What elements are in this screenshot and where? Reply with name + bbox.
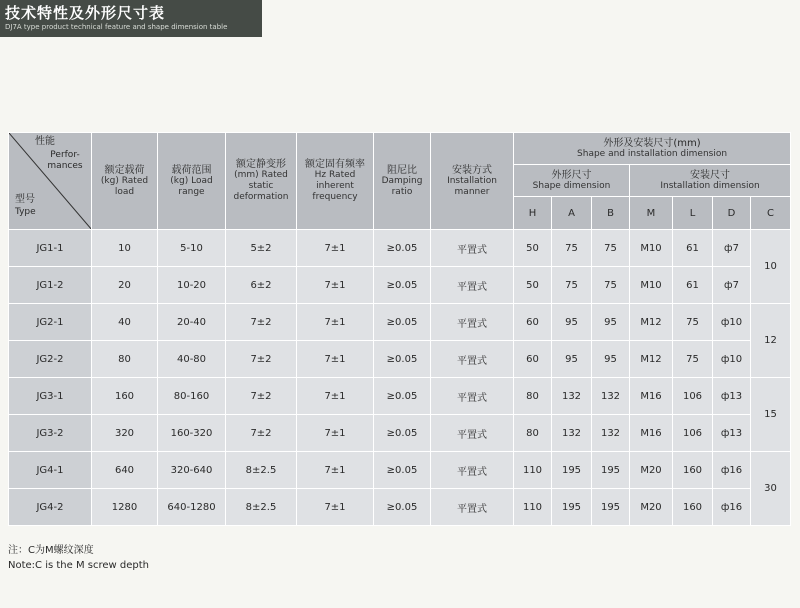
cell-damp: ≥0.05	[374, 341, 431, 378]
cell-deform: 8±2.5	[226, 452, 297, 489]
header-m: M	[630, 197, 673, 230]
cell-c: 10	[751, 230, 791, 304]
cell-l: 61	[673, 267, 713, 304]
cell-type: JG3-2	[9, 415, 92, 452]
cell-load: 640	[92, 452, 158, 489]
cell-install: 平置式	[431, 489, 514, 526]
header-shape: 外形尺寸 Shape dimension	[514, 165, 630, 197]
page-title: 技术特性及外形尺寸表	[5, 4, 166, 22]
cell-b: 132	[592, 415, 630, 452]
header-freq: 额定固有频率 Hz Rated inherent frequency	[297, 133, 374, 230]
cell-b: 95	[592, 304, 630, 341]
cell-h: 110	[514, 489, 552, 526]
cell-b: 75	[592, 230, 630, 267]
cell-deform: 7±2	[226, 378, 297, 415]
cell-load: 1280	[92, 489, 158, 526]
cell-deform: 7±2	[226, 304, 297, 341]
title-banner	[0, 0, 262, 37]
header-damp: 阻尼比 Damping ratio	[374, 133, 431, 230]
header-load: 额定载荷 (kg) Rated load	[92, 133, 158, 230]
page-subtitle: DJ7A type product technical feature and shape dimension table	[5, 23, 228, 31]
cell-deform: 5±2	[226, 230, 297, 267]
cell-deform: 7±2	[226, 341, 297, 378]
cell-l: 61	[673, 230, 713, 267]
cell-range: 20-40	[158, 304, 226, 341]
header-h: H	[514, 197, 552, 230]
cell-a: 132	[552, 378, 592, 415]
cell-damp: ≥0.05	[374, 304, 431, 341]
cell-freq: 7±1	[297, 378, 374, 415]
header-install: 安装方式 Installation manner	[431, 133, 514, 230]
cell-m: M12	[630, 304, 673, 341]
cell-a: 95	[552, 304, 592, 341]
cell-l: 160	[673, 489, 713, 526]
cell-d: ф13	[713, 378, 751, 415]
cell-deform: 6±2	[226, 267, 297, 304]
cell-range: 10-20	[158, 267, 226, 304]
cell-m: M16	[630, 378, 673, 415]
cell-c: 12	[751, 304, 791, 378]
note-en: Note:C is the M screw depth	[8, 560, 149, 571]
cell-freq: 7±1	[297, 415, 374, 452]
cell-freq: 7±1	[297, 341, 374, 378]
header-installation: 安装尺寸 Installation dimension	[630, 165, 791, 197]
cell-damp: ≥0.05	[374, 267, 431, 304]
header-d: D	[713, 197, 751, 230]
cell-l: 160	[673, 452, 713, 489]
cell-d: ф7	[713, 267, 751, 304]
cell-b: 75	[592, 267, 630, 304]
table-row	[9, 267, 791, 304]
table-row	[9, 452, 791, 489]
cell-c: 30	[751, 452, 791, 526]
cell-load: 80	[92, 341, 158, 378]
cell-d: ф16	[713, 452, 751, 489]
header-b: B	[592, 197, 630, 230]
cell-range: 640-1280	[158, 489, 226, 526]
cell-a: 75	[552, 230, 592, 267]
cell-m: M12	[630, 341, 673, 378]
cell-l: 75	[673, 304, 713, 341]
cell-freq: 7±1	[297, 489, 374, 526]
table-row	[9, 230, 791, 267]
corner-header	[9, 133, 92, 230]
header-l: L	[673, 197, 713, 230]
cell-a: 195	[552, 489, 592, 526]
cell-range: 320-640	[158, 452, 226, 489]
cell-type: JG2-2	[9, 341, 92, 378]
cell-h: 80	[514, 415, 552, 452]
cell-type: JG1-2	[9, 267, 92, 304]
cell-load: 160	[92, 378, 158, 415]
spec-table	[8, 132, 791, 526]
cell-damp: ≥0.05	[374, 415, 431, 452]
header-dimensions: 外形及安装尺寸(mm) Shape and installation dimension	[514, 133, 791, 165]
cell-install: 平置式	[431, 341, 514, 378]
cell-freq: 7±1	[297, 304, 374, 341]
type-zh: 型号	[15, 194, 35, 205]
cell-install: 平置式	[431, 230, 514, 267]
table-row	[9, 341, 791, 378]
table-row	[9, 415, 791, 452]
cell-freq: 7±1	[297, 452, 374, 489]
cell-m: M10	[630, 230, 673, 267]
cell-d: ф13	[713, 415, 751, 452]
header-deform: 额定静变形 (mm) Rated static deformation	[226, 133, 297, 230]
cell-m: M20	[630, 452, 673, 489]
cell-deform: 8±2.5	[226, 489, 297, 526]
cell-damp: ≥0.05	[374, 230, 431, 267]
header-range: 载荷范围 (kg) Load range	[158, 133, 226, 230]
cell-b: 132	[592, 378, 630, 415]
table-row	[9, 378, 791, 415]
cell-type: JG4-1	[9, 452, 92, 489]
cell-type: JG3-1	[9, 378, 92, 415]
cell-d: ф7	[713, 230, 751, 267]
cell-b: 195	[592, 489, 630, 526]
cell-a: 195	[552, 452, 592, 489]
cell-load: 10	[92, 230, 158, 267]
cell-m: M20	[630, 489, 673, 526]
type-en: Type	[15, 207, 36, 217]
cell-h: 50	[514, 230, 552, 267]
cell-type: JG2-1	[9, 304, 92, 341]
cell-a: 132	[552, 415, 592, 452]
cell-d: ф10	[713, 304, 751, 341]
cell-h: 80	[514, 378, 552, 415]
cell-h: 110	[514, 452, 552, 489]
cell-damp: ≥0.05	[374, 489, 431, 526]
cell-h: 50	[514, 267, 552, 304]
note-zh: 注：C为M螺纹深度	[8, 545, 94, 556]
cell-freq: 7±1	[297, 267, 374, 304]
cell-b: 195	[592, 452, 630, 489]
cell-range: 80-160	[158, 378, 226, 415]
cell-m: M16	[630, 415, 673, 452]
cell-type: JG4-2	[9, 489, 92, 526]
cell-c: 15	[751, 378, 791, 452]
cell-load: 20	[92, 267, 158, 304]
cell-d: ф10	[713, 341, 751, 378]
cell-h: 60	[514, 341, 552, 378]
cell-b: 95	[592, 341, 630, 378]
cell-install: 平置式	[431, 415, 514, 452]
header-a: A	[552, 197, 592, 230]
cell-damp: ≥0.05	[374, 452, 431, 489]
cell-install: 平置式	[431, 304, 514, 341]
cell-type: JG1-1	[9, 230, 92, 267]
cell-l: 75	[673, 341, 713, 378]
cell-load: 40	[92, 304, 158, 341]
cell-m: M10	[630, 267, 673, 304]
header-c: C	[751, 197, 791, 230]
cell-range: 160-320	[158, 415, 226, 452]
cell-freq: 7±1	[297, 230, 374, 267]
cell-install: 平置式	[431, 267, 514, 304]
cell-damp: ≥0.05	[374, 378, 431, 415]
cell-l: 106	[673, 378, 713, 415]
cell-a: 75	[552, 267, 592, 304]
cell-l: 106	[673, 415, 713, 452]
cell-range: 40-80	[158, 341, 226, 378]
cell-a: 95	[552, 341, 592, 378]
cell-install: 平置式	[431, 378, 514, 415]
cell-range: 5-10	[158, 230, 226, 267]
cell-install: 平置式	[431, 452, 514, 489]
perf-en: Perfor-mances	[47, 150, 83, 171]
perf-zh: 性能	[35, 136, 55, 147]
cell-h: 60	[514, 304, 552, 341]
cell-load: 320	[92, 415, 158, 452]
cell-d: ф16	[713, 489, 751, 526]
table-row	[9, 489, 791, 526]
cell-deform: 7±2	[226, 415, 297, 452]
table-row	[9, 304, 791, 341]
